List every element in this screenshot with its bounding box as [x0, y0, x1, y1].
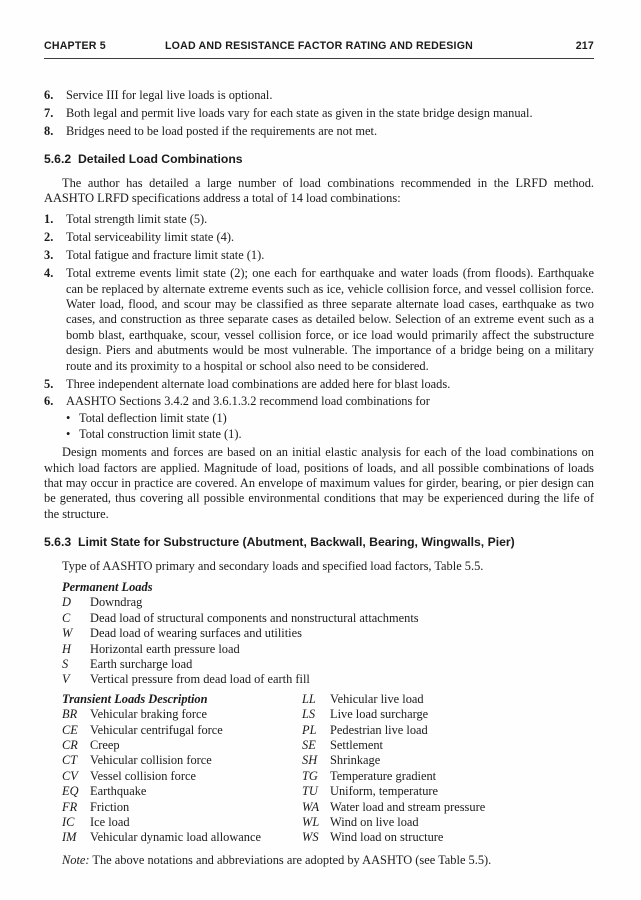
load-description: Vehicular centrifugal force: [90, 722, 223, 737]
load-definition-row: [62, 626, 594, 641]
bullet-item: [66, 427, 594, 442]
load-definition-row: [62, 595, 594, 610]
load-code: SH: [302, 753, 318, 768]
load-description: Vehicular dynamic load allowance: [90, 830, 261, 845]
load-definition-row: [62, 830, 302, 845]
section-number: 5.6.3: [44, 535, 72, 550]
paragraph: The author has detailed a large number of load combinations recommended in the LRFD method. AASHTO LRFD specifications address a total of 14 load combinations:: [44, 175, 594, 206]
bullet-item: [66, 411, 594, 426]
load-code: WL: [302, 815, 320, 830]
list-number: 6.: [44, 88, 54, 102]
load-definition-row: [302, 707, 594, 722]
load-code: C: [62, 610, 71, 625]
load-description: Vehicular collision force: [90, 753, 212, 768]
load-definition-row: [62, 642, 594, 657]
load-definition-row: [302, 815, 594, 830]
bullet-marker: •: [66, 410, 71, 425]
load-description: Uniform, temperature: [330, 784, 439, 799]
list-text: Total strength limit state (5).: [66, 212, 208, 227]
bullet-marker: •: [66, 427, 71, 442]
list-text: Total serviceability limit state (4).: [66, 230, 235, 245]
list-number: 4.: [44, 266, 54, 281]
transient-loads-block: [62, 692, 594, 846]
load-definition-row: [62, 800, 302, 815]
load-code: IC: [62, 815, 75, 830]
list-number: 1.: [44, 212, 54, 227]
load-description: Pedestrian live load: [330, 722, 428, 737]
load-definition-row: [62, 611, 594, 626]
footnote: [44, 853, 594, 868]
load-description: Live load surcharge: [330, 707, 429, 722]
load-description: Creep: [90, 738, 120, 753]
running-title: LOAD AND RESISTANCE FACTOR RATING AND REDESIGN: [165, 40, 473, 52]
load-definition-row: [62, 723, 302, 738]
list-number: 7.: [44, 105, 54, 120]
load-definition-row: [302, 753, 594, 768]
load-code: CR: [62, 738, 78, 753]
load-description: Shrinkage: [330, 753, 381, 768]
load-description: Dead load of structural components and nonstructural attachments: [90, 610, 419, 625]
load-definition-row: [62, 784, 302, 799]
footnote-text: The above notations and abbreviations are adopted by AASHTO (see Table 5.5).: [92, 852, 492, 867]
load-code: BR: [62, 707, 78, 722]
load-code: SE: [302, 738, 316, 753]
list-text: Both legal and permit live loads vary for each state as given in the state bridge design manual.: [66, 105, 533, 120]
load-combinations-list: [44, 212, 594, 442]
load-description: Wind on live load: [330, 815, 419, 830]
load-definition-row: [62, 753, 302, 768]
transient-loads-heading: Transient Loads Description: [62, 691, 208, 706]
load-description: Dead load of wearing surfaces and utilities: [90, 626, 302, 641]
page-number: 217: [575, 40, 594, 52]
load-description: Horizontal earth pressure load: [90, 641, 240, 656]
list-item: [44, 266, 594, 374]
load-description: Wind load on structure: [330, 830, 444, 845]
load-code: S: [62, 657, 69, 671]
load-definition-row: [62, 707, 302, 722]
list-number: 8.: [44, 123, 54, 138]
load-definition-row: [302, 784, 594, 799]
load-code: D: [62, 595, 71, 610]
load-code: FR: [62, 799, 78, 814]
load-code: LL: [302, 691, 316, 706]
load-code: CV: [62, 768, 78, 783]
load-code: V: [62, 672, 70, 687]
load-description: Vessel collision force: [90, 768, 196, 783]
load-definition-row: [62, 672, 594, 687]
load-description: Earth surcharge load: [90, 657, 193, 671]
section-heading-563: [44, 535, 594, 550]
permanent-loads-block: [44, 580, 594, 846]
transient-loads-left-column: [62, 692, 302, 846]
list-text: AASHTO Sections 3.4.2 and 3.6.1.3.2 recommend load combinations for: [66, 394, 430, 409]
load-code: W: [62, 626, 73, 641]
load-description: Vehicular braking force: [90, 707, 207, 722]
list-item: [44, 248, 594, 263]
load-code: TU: [302, 784, 318, 799]
header-rule: [44, 58, 594, 59]
load-description: Water load and stream pressure: [330, 799, 486, 814]
load-definition-row: [302, 800, 594, 815]
section-number: 5.6.2: [44, 152, 72, 167]
list-text: Total extreme events limit state (2); one each for earthquake and water loads (from floods). Earthquake can be replaced by alternate extreme events such as ice, vehicle collision force, and vessel collision force. Water load, flood, and scour may be classified as three separate alternate load cases, earthquake as two cases, and construction as three separate cases as detailed below. Selection of an extreme event such as a bomb blast, earthquake, scour, vessel collision force, or ice load would primarily affect the substructure design. Piers and abutments would be most vulnerable. The importance of a bridge being on a military route and its proximity to a hospital or school also need to be considered.: [66, 266, 594, 373]
page-body: [44, 88, 594, 868]
load-description: Settlement: [330, 738, 383, 753]
intro-numbered-list: [44, 88, 594, 139]
load-definition-row: [302, 738, 594, 753]
list-number: 5.: [44, 376, 54, 391]
load-code: PL: [302, 722, 317, 737]
load-code: EQ: [62, 784, 79, 799]
load-description: Earthquake: [90, 784, 147, 799]
load-description: Temperature gradient: [330, 768, 437, 783]
load-definition-row: [62, 769, 302, 784]
load-definition-row: [302, 723, 594, 738]
load-code: H: [62, 641, 71, 656]
list-item: [44, 212, 594, 227]
list-number: 2.: [44, 230, 54, 245]
list-item: [44, 88, 594, 103]
bullet-text: Total deflection limit state (1): [79, 410, 227, 425]
list-item: [44, 394, 594, 442]
paragraph: Type of AASHTO primary and secondary loads and specified load factors, Table 5.5.: [62, 558, 484, 573]
list-item: [44, 106, 594, 121]
load-code: TG: [302, 768, 318, 783]
load-description: Friction: [90, 799, 130, 814]
list-body: [66, 394, 594, 442]
load-code: CT: [62, 753, 78, 768]
chapter-label: CHAPTER 5: [44, 40, 106, 52]
section-title: Limit State for Substructure (Abutment, Backwall, Bearing, Wingwalls, Pier): [78, 535, 515, 550]
page-header: [44, 40, 594, 52]
load-code: IM: [62, 830, 77, 845]
list-text: Three independent alternate load combinations are added here for blast loads.: [66, 376, 451, 391]
list-number: 6.: [44, 394, 54, 409]
list-text: Bridges need to be load posted if the requirements are not met.: [66, 123, 378, 138]
load-code: LS: [302, 707, 316, 722]
bullet-text: Total construction limit state (1).: [79, 427, 242, 442]
footnote-label: Note:: [62, 852, 90, 867]
load-code: CE: [62, 722, 78, 737]
permanent-loads-heading: Permanent Loads: [62, 579, 153, 594]
list-item: [44, 124, 594, 139]
load-description: Downdrag: [90, 595, 143, 610]
load-code: WS: [302, 830, 319, 845]
section-title: Detailed Load Combinations: [78, 152, 243, 167]
list-number: 3.: [44, 248, 54, 263]
load-definition-row: [302, 769, 594, 784]
list-text: Service III for legal live loads is optional.: [66, 88, 273, 102]
load-definition-row: [62, 657, 594, 672]
list-text: Total fatigue and fracture limit state (1).: [66, 248, 265, 263]
paragraph: Design moments and forces are based on an initial elastic analysis for each of the load combinations on which load factors are applied. Magnitude of load, positions of loads, and all possible combinations of loads that may occur in practice are covered. An envelope of maximum values for girder, bearing, or pier design can be generated, thus covering all possible environmental conditions that may be experienced during the life of the structure.: [44, 445, 594, 521]
load-definition-row: [62, 815, 302, 830]
load-code: WA: [302, 799, 320, 814]
list-item: [44, 377, 594, 392]
transient-loads-right-column: [302, 692, 594, 846]
load-description: Vehicular live load: [330, 691, 424, 706]
load-description: Vertical pressure from dead load of earth fill: [90, 672, 310, 687]
load-definition-row: [62, 738, 302, 753]
load-definition-row: [302, 692, 594, 707]
load-definition-row: [302, 830, 594, 845]
section-heading-562: [44, 152, 594, 167]
list-item: [44, 230, 594, 245]
load-description: Ice load: [90, 815, 130, 830]
